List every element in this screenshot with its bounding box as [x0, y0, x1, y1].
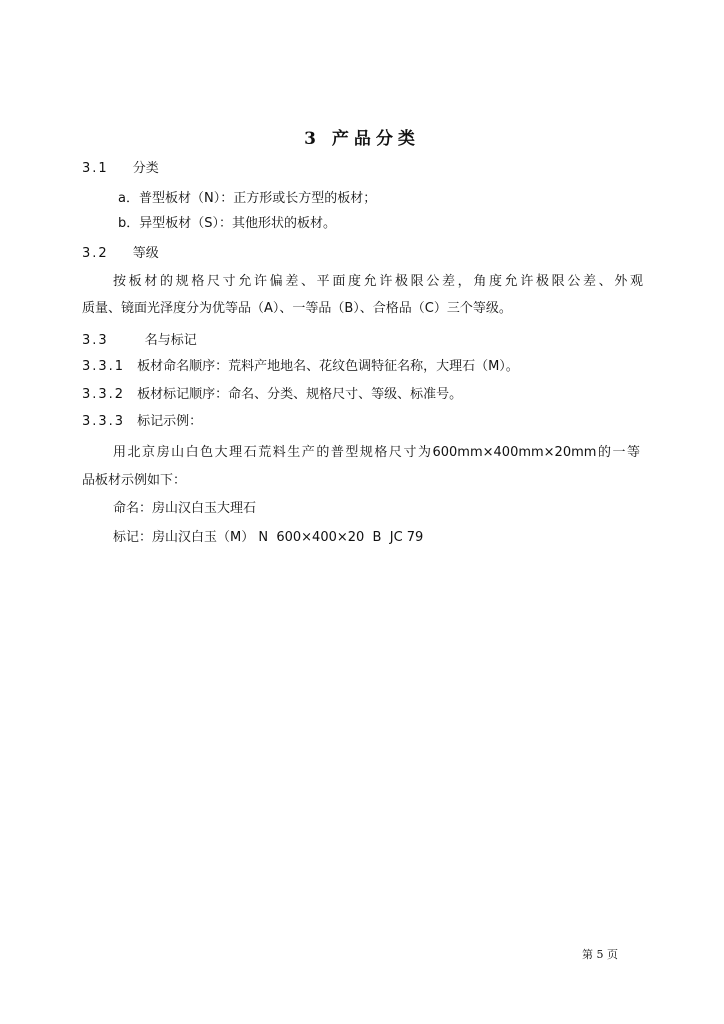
heading-number: 3.3.3	[82, 414, 126, 429]
heading-number: 3.3	[82, 333, 109, 348]
heading-3-3-3	[82, 413, 202, 431]
item-b: b．异型板材（S）：其他形状的板材。	[118, 216, 337, 231]
grade-paragraph-line-2: 质量、镜面光泽度分为优等品（A）、一等品（B）、合格品（C）三个等级。	[82, 301, 512, 316]
heading-text: 分类	[132, 161, 159, 176]
heading-number: 3.3.1	[82, 359, 126, 374]
example-paragraph-line-1: 用北京房山白色大理石荒料生产的普型规格尺寸为600mm×400mm×20mm的一等	[113, 445, 640, 460]
heading-text: 板材标记顺序：命名、分类、规格尺寸、等级、标准号。	[137, 387, 463, 402]
grade-paragraph-line-1: 按板材的规格尺寸允许偏差、平面度允许极限公差，角度允许极限公差、外观	[113, 274, 643, 289]
section-title: 3 产品分类	[304, 129, 420, 149]
heading-3-3-2	[82, 386, 462, 404]
heading-text: 等级	[132, 246, 159, 261]
heading-number: 3.2	[82, 246, 109, 261]
marking-example: 标记：房山汉白玉（M） N 600×400×20 B JC 79	[113, 530, 424, 545]
heading-3-1	[82, 160, 159, 178]
heading-number: 3.3.2	[82, 387, 126, 402]
naming-example: 命名：房山汉白玉大理石	[113, 501, 257, 516]
heading-text: 标记示例：	[137, 414, 203, 429]
heading-text: 板材命名顺序：荒料产地地名、花纹色调特征名称，大理石（M）。	[137, 359, 519, 374]
heading-3-3	[82, 332, 197, 350]
item-a: a．普型板材（N）：正方形或长方型的板材；	[118, 191, 377, 206]
heading-text: 名与标记	[144, 333, 197, 348]
example-paragraph-line-2: 品板材示例如下：	[82, 473, 187, 488]
heading-number: 3.1	[82, 161, 109, 176]
heading-3-3-1	[82, 358, 519, 376]
heading-3-2	[82, 245, 159, 263]
page-number: 第 5 页	[582, 948, 618, 961]
